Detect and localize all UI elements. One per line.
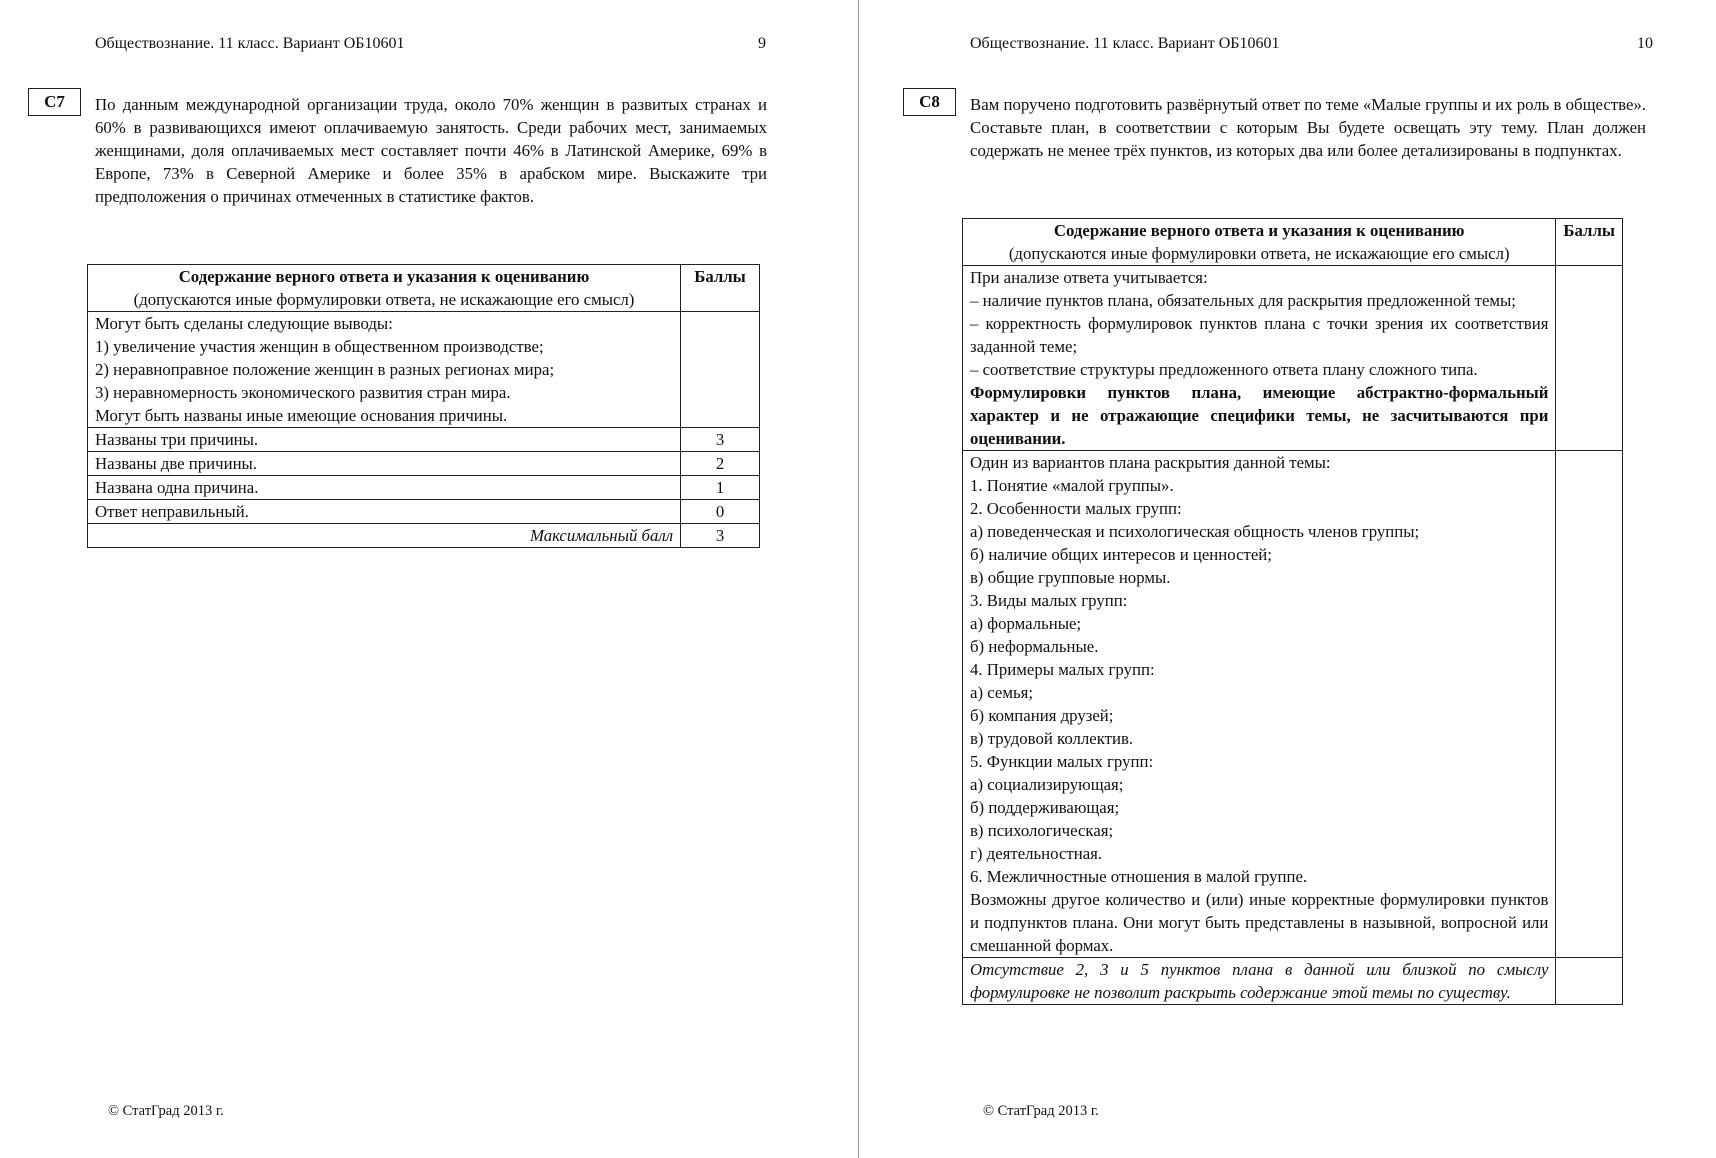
criterion-cell: Ответ неправильный.	[88, 500, 681, 524]
content-header-title: Содержание верного ответа и указания к оцениванию	[1053, 221, 1465, 240]
table-row	[963, 451, 1623, 958]
table-row	[88, 428, 760, 452]
plan-note: Возможны другое количество и (или) иные корректные формулировки пунктов и подпунктов плана. Они могут быть представлены в назывной, вопросной или смешанной формах.	[970, 890, 1549, 955]
plan-cell	[963, 451, 1556, 958]
max-score-row	[88, 524, 760, 548]
plan-line: а) формальные;	[970, 614, 1082, 633]
empty-score-cell	[681, 312, 760, 428]
answer-content-cell	[88, 312, 681, 428]
plan-line: 2. Особенности малых групп:	[970, 499, 1182, 518]
plan-line: б) поддерживающая;	[970, 798, 1120, 817]
footer-copyright: © СтатГрад 2013 г.	[983, 1103, 1099, 1119]
criterion-cell: Названы три причины.	[88, 428, 681, 452]
table-row	[963, 266, 1623, 451]
plan-line: б) наличие общих интересов и ценностей;	[970, 545, 1272, 564]
table-row	[88, 476, 760, 500]
footer-copyright: © СтатГрад 2013 г.	[108, 1103, 224, 1119]
criterion-cell: Названа одна причина.	[88, 476, 681, 500]
max-score-label: Максимальный балл	[88, 524, 681, 548]
content-line: 3) неравномерность экономического развития стран мира.	[95, 383, 511, 402]
table-header-row	[88, 265, 760, 312]
table-row	[88, 500, 760, 524]
italic-note-cell: Отсутствие 2, 3 и 5 пунктов плана в данной или близкой по смыслу формулировке не позволит раскрыть содержание этой темы по существу.	[963, 958, 1556, 1005]
score-header-cell	[681, 265, 760, 312]
table-header-row	[963, 219, 1623, 266]
header-title: Обществознание. 11 класс. Вариант ОБ10601	[970, 35, 1280, 52]
question-c7: По данным международной организации труда, около 70% женщин в развитых странах и 60% в развивающихся имеют оплачиваемую занятость. Среди рабочих мест, занимаемых женщинами, доля оплачиваемых мест составляет почти 46% в Латинской Америке, 69% в Европе, 73% в Северной Америке и более 35% в арабском мире. Выскажите три предположения о причинах отмеченных в статистике фактов.	[95, 95, 767, 206]
plan-line: в) трудовой коллектив.	[970, 729, 1134, 748]
header-title: Обществознание. 11 класс. Вариант ОБ10601	[95, 35, 405, 52]
page-10	[859, 0, 1716, 1158]
plan-line: 3. Виды малых групп:	[970, 591, 1128, 610]
score-cell: 3	[681, 428, 760, 452]
analysis-item: – соответствие структуры предложенного ответа плану сложного типа.	[970, 360, 1478, 379]
plan-line: в) психологическая;	[970, 821, 1114, 840]
grading-table-c8	[962, 218, 1623, 1005]
grading-table-c7	[87, 264, 760, 548]
content-line: Могут быть названы иные имеющие основания причины.	[95, 406, 508, 425]
page-number: 9	[758, 35, 766, 52]
plan-line: а) поведенческая и психологическая общность членов группы;	[970, 522, 1420, 541]
analysis-intro: При анализе ответа учитывается:	[970, 268, 1208, 287]
content-line: Могут быть сделаны следующие выводы:	[95, 314, 393, 333]
content-line: 1) увеличение участия женщин в общественном производстве;	[95, 337, 544, 356]
plan-line: г) деятельностная.	[970, 844, 1103, 863]
plan-line: 6. Межличностные отношения в малой группе.	[970, 867, 1308, 886]
empty-score-cell	[1556, 958, 1623, 1005]
plan-line: Один из вариантов плана раскрытия данной темы:	[970, 453, 1331, 472]
plan-line: а) социализирующая;	[970, 775, 1124, 794]
content-header-note: (допускаются иные формулировки ответа, не искажающие его смысл)	[1008, 244, 1510, 263]
table-row	[88, 452, 760, 476]
plan-line: б) компания друзей;	[970, 706, 1114, 725]
table-row	[88, 312, 760, 428]
task-label-c8: С8	[903, 88, 956, 116]
plan-line: б) неформальные.	[970, 637, 1099, 656]
plan-line: 4. Примеры малых групп:	[970, 660, 1155, 679]
criterion-cell: Названы две причины.	[88, 452, 681, 476]
analysis-item: – наличие пунктов плана, обязательных для раскрытия предложенной темы;	[970, 291, 1516, 310]
plan-line: а) семья;	[970, 683, 1033, 702]
content-header-note: (допускаются иные формулировки ответа, не искажающие его смысл)	[133, 290, 635, 309]
analysis-cell	[963, 266, 1556, 451]
score-header-cell	[1556, 219, 1623, 266]
plan-line: в) общие групповые нормы.	[970, 568, 1171, 587]
score-cell: 1	[681, 476, 760, 500]
task-label-c7: С7	[28, 88, 81, 116]
score-cell: 2	[681, 452, 760, 476]
page-number: 10	[1637, 35, 1653, 52]
analysis-bold-note: Формулировки пунктов плана, имеющие абстрактно-формальный характер и не отражающие специфики темы, не засчитываются при оценивании.	[970, 383, 1549, 448]
score-header: Баллы	[694, 267, 746, 286]
table-row	[963, 958, 1623, 1005]
plan-line: 5. Функции малых групп:	[970, 752, 1154, 771]
plan-line: 1. Понятие «малой группы».	[970, 476, 1174, 495]
analysis-item: – корректность формулировок пунктов плана с точки зрения их соответствия заданной теме;	[970, 314, 1549, 356]
content-line: 2) неравноправное положение женщин в разных регионах мира;	[95, 360, 555, 379]
max-score-value: 3	[681, 524, 760, 548]
content-header-cell	[88, 265, 681, 312]
content-header-title: Содержание верного ответа и указания к оцениванию	[178, 267, 590, 286]
empty-score-cell	[1556, 266, 1623, 451]
question-c8: Вам поручено подготовить развёрнутый ответ по теме «Малые группы и их роль в обществе». Составьте план, в соответствии с которым Вы будете освещать эту тему. План должен содержать не менее трёх пунктов, из которых два или более детализированы в подпунктах.	[970, 95, 1646, 160]
content-header-cell	[963, 219, 1556, 266]
score-header: Баллы	[1563, 221, 1615, 240]
score-cell: 0	[681, 500, 760, 524]
empty-score-cell	[1556, 451, 1623, 958]
